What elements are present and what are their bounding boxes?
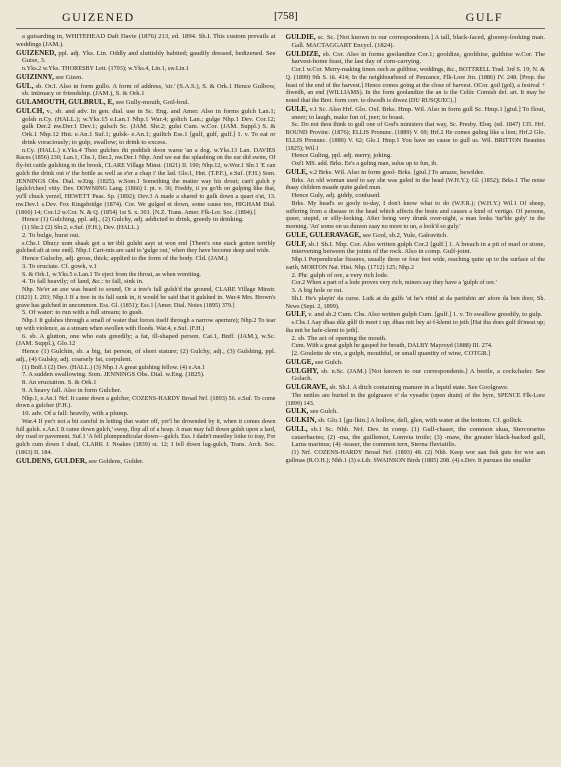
entry-headword: GULE, GULERAVAGE, [285, 230, 361, 239]
sense-paragraph: 2. To bulge, burst out. [22, 231, 80, 239]
page-number: [758] [274, 10, 298, 22]
entry-headword: GULDENS, GULDER, [16, 456, 87, 465]
dictionary-entry [16, 50, 276, 66]
entry-definition: sb.1 Sh.I. Nhp. Cor. Also written gulph Cor.2 [gulf.] 1. A breach in a pit of marl or stone, intervening between the joints of the rock. Also in comp. Gulf-joint. [291, 240, 545, 256]
entry-definition: sb. n.Sc. (JAM.) [Not known to our correspondents.] A beetle, a cockchafer. See Golach. [291, 367, 545, 383]
citation-paragraph: (1) Shr.2 (2) Shr.2, e.Suf. (F.H.), Dev. (HALL.) [22, 224, 139, 231]
sense-paragraph: 8. An eructation. S. & Ork.1 [22, 379, 97, 386]
dictionary-entry [286, 426, 546, 449]
dictionary-entry [286, 384, 546, 392]
sense-paragraph: Hence Guly, adj. giddy, confused. [291, 192, 381, 199]
entry-definition: ppl. adj. Yks. Lin. Oddly and sluttishly habited; gaudily dressed, bedizened. See Guise, 3. [22, 49, 276, 65]
citation-paragraph: Cor.2 When a part of a lode proves very rich, miners say they have a 'gulph of ore.' [291, 279, 497, 287]
dictionary-entry [16, 458, 276, 466]
entry-definition: see Goldens, Golder. [86, 457, 144, 465]
entry-definition: sc. Sc. [Not known to our correspondents.] A tall, black-faced, gloomy-looking man. Gall. MACTAGGART Encycl. (1824). [291, 34, 545, 49]
citation-paragraph: Oxf1 MS. add. Brks. Ee's a guling man, sulus up to fun, ib. [291, 160, 438, 167]
entry-definition: see Gizen. [53, 73, 83, 81]
entry-headword: GUIZINNY, [16, 72, 54, 81]
entry-definition: v., sb. and adv. In gen. dial. use in Sc. Eng. and Amer. Also in forms gulch Lan.1; golsh n.Cy. (HALL.); w.Yks.15 e.Lan.1 Nhp.1 War.4; goltch Lan.; gulge Nhp.1 Dev. Cor.12; gulk Der.2 nw.Der.1 Dev.1; gulsch Sc. (JAM. Shr.2; gulst Cum. w.Cor. (JAM. Suppl.) S. & Ork.1 Nhp.12 Hnt. e.An.1 Suf.1; gulsk- e.An.1; guiltch Ess.1 [gulf, gulf, gulf.] 1. v. To eat or drink voraciously; to gulp, swallow; to drink to excess. [22, 107, 276, 146]
dictionary-entry [16, 74, 276, 82]
dictionary-entry [286, 368, 546, 384]
citation-paragraph: (1) Bnff.1 (2) Dev. (HALL.) (3) Nhp.1 A great gulshing fellow. (4) e.An.1 [22, 363, 206, 371]
entry-headword: GULGRAVE, [285, 383, 328, 391]
entry-headword: GUIZENED, [16, 48, 57, 57]
citation-paragraph: Sc. Do not thou think to gull one of God's ministers that way, Sc. Presby. Eloq. (ed. 1847) 135. Hrf. BOUND Provinc. (1876); ELLIS Pronunc. (1889) V. 69; Hrf.2 He comes guling like a lion; Hrf.2 Glo. ELLIS Pronunc. (1889) V. 62; Glo.1 Hmp.1 You have no cause to gull us. Wil. BRITTON Beauties (1825); Wil.1 [285, 121, 545, 152]
sense-paragraph: Hence (1) Gulchin, sb. a big, fat person, of short stature; (2) Gulchy, adj., (3) Gulshing, ppl. adj., (4) Gulsky, adj. coarsely fat, corpulent. [16, 348, 276, 363]
citation-paragraph: Sh.I. He's playin' da curse. Luik at da gulfs 'at he's rötid at da partishin an' afore da ben door, Sh. News (Sept. 2, 1899). [285, 294, 545, 310]
sense-paragraph: Hence Guling, ppl. adj. merry, joking. [291, 152, 392, 160]
citation-paragraph: War.4 If yer'r not a bit careful in letting that water off, yer'l be drownded by it, when it comes down full gulsh. e.An.1 It came down gulch,' swop, flop all of a heap. A man may fall down gulsh upon a lard, dry road or pavement. Suf.1 'A fell plumpendicular down—gulch. Ess. I dadn't meetley loike to tray, For gulch cum down I shud, CLARK J. Noakes (1839) st. 12; I fell down lug-gulch, Trans. Arch. Soc. (1863) II. 184. [16, 417, 276, 456]
entry-definition: see Gool, sb.2, Yule, Galravitch. [360, 231, 448, 239]
entry-headword: GULDIZE, [285, 49, 321, 58]
citation-paragraph: s.Chs.1 Dhur,r uom shaak got a ter·ibli gulsht aayt ut won end [There's one stack gotten terribly gulched aft at one end]. Nhp.1 Cart-ruts are said to 'gulge out,' when they have become deep and wide. [16, 239, 276, 255]
sense-paragraph: 2. sb. The act of opening the mouth. [291, 334, 387, 342]
sense-paragraph: 3. A big hole or rut. [291, 287, 343, 294]
entry-headword: GULF, [285, 239, 307, 248]
citation-paragraph: Nhp.1 Perpendicular fissures, usually three or four feet wide, reaching quite up to the surface of the earth, MORTON Nat. Hist. Nhp. (1712) 125; Nhp.2 [285, 256, 545, 271]
sense-paragraph: 5. Of water: to run with a full stream; to gush. [22, 309, 144, 317]
dictionary-entry [286, 169, 546, 177]
citation-paragraph: (1) Nrf. COZENS-HARDY Broad Nrf. (1893) 48. (2) Nhb. Keep wor aan fish guts for wor aan gullmas (R.O.H.); Nhb.1 (3) e.Lth. SWAINSON Birds (1885) 208. (4) s.Dev. It pursues the smaller [285, 449, 545, 464]
entry-headword: GULCH, [16, 106, 45, 115]
entry-headword: GULF, [285, 310, 307, 319]
sense-paragraph: 10. adv. Of a fall: heavily, with a plump. [22, 410, 129, 417]
entry-definition: v. and sb.2 Cum. Chs. Also written gulph Cum. [gulf.] 1. v. To swallow greedily, to gulp. [306, 311, 543, 319]
entry-headword: GULDIE, [285, 33, 316, 41]
entry-headword: GUL, [16, 81, 34, 90]
dictionary-entry [286, 51, 546, 67]
entry-headword: GULE, [285, 167, 308, 176]
sense-paragraph: Hence (1) Gulching, ppl. adj., (2) Gulchy, adj. addicted to drink, greedy in drinking. [22, 216, 244, 224]
dictionary-entry [286, 106, 546, 122]
entry-definition: sb.1 Sc. Nhb. Nrf. Dev. In comp. (1) Gull-chaser, the common skua, Stercorarius catarrhactes; (2) -ma, the guillemot, Lomvia troile; (3) -maw, the greater black-backed gull, Larus marinus; (4) -teaser, the common tern, Sterna fluviatilis. [291, 425, 545, 449]
entry-headword: GULE, [285, 104, 308, 113]
citation-paragraph: Cor.1 w.Cor. Merry-making times such as gulthise, weddings, &c., BOTTRELL Trad. 3rd S. 19; N. & Q. (1899) 9th S. iii. 414; In the neighbourhood of Penzance, Flk-Lore Jrn. (1886) IV. 248. [Prop. the feast of the end of the harvest.] Hence comes going at the close of harvest. OCor. goil (gol), a festival + diwedh, an end (WILLIAMS). In the form goolandize the an is the Celtic Cornish def. art. It may be noted that the Bret. form corr. to diwedh is diwez (DU RUSQUEC).] [285, 66, 545, 104]
citation-paragraph: Nhp.1, e.An.1 Nrf. It came down a gulcher, COZENS-HARDY Broad Nrf. (1893) 56. e.Suf. To come down a gulcher (F.H.). [16, 394, 276, 410]
citation-paragraph: Brks. My head's so gooly to-day, I don't know what to do (W.F.R.); (W.H.Y.) Wil.1 Of sheep, suffering from a disease in the head which affects the brain and causes a kind of vertigo. Of persons, queer, stupid, or silly-looking. After being very drunk over-night, a man looks 'tur'ble guly' in the morning. 'An' some on us durzen zaay no more to un, a look'd so guly.' [285, 199, 545, 230]
citation-paragraph: s.Chs.1 Aay dhaa dûz gûlf th meet t up; dhaa mit bey ai·f-klemt to jeth [Hai tha does gulf th'meat up; tha mit be hafe-clemt to jeth]. [285, 319, 545, 334]
entry-definition: sb. Or.I. Also in form gullo. A form of address, 'sir.' (S.A.S.), S. & Ork.1 Hence Gulbow, sb. intimacy or friendship. (JAM.), S. & Ork.1 [22, 82, 276, 98]
citation-paragraph: The nettles are buried in the gulgraave o' da vyeadie (open drain) of the byre, SPENCE Flk-Lore (1899) 143. [285, 391, 545, 407]
citation-paragraph: S. & Ork.1, w.Yks.5 e.Lan.1 To eject from the throat, as when vomiting. [22, 270, 201, 278]
entry-definition: sb. Glo.1 [gu·lkin.] A hollow, dell, glen, with water at the bottom. Cf. gollick. [316, 417, 523, 424]
citation-paragraph: Nhp.1 It gulshes through a small of water that forces itself through a narrow aperture); Nhp.2 To tear up with violence, as a stream when swollen with floods. War.4, e.Suf. (F.H.) [16, 317, 276, 332]
dictionary-entry [16, 108, 276, 147]
running-header [16, 8, 545, 29]
sense-paragraph: Hence Gulschy, adj. gross, thick; applied to the form of the body. Cld. (JAM.) [22, 255, 228, 262]
right-column [286, 33, 546, 758]
sense-paragraph: 2. Phr. gulph of ore, a very rich lode. [291, 271, 389, 279]
dictionary-entry [16, 83, 276, 99]
entry-definition: sb. Cor. Also in forms goolandize Cor.1; gooldize, goolthise, gulthise w.Cor. The harvest-home feast, the last day of corn-carrying. [291, 50, 545, 66]
dictionary-entry [286, 311, 546, 319]
citation-paragraph: n.Cy. (HALL.) n.Yks.4 Thoo gulches thi poddish doon warse 'an a dog. w.Yks.13 Lan. DAVIES Races (1856) 230; Lan.1, Chs.1, Der.2, nw.Der.1 Nhp. And we eat the splashing on the ear did swim, Of fly-bit cattle gulshing in the brook, CLARE Village Minst. (1821) II. 190; Nhp.12, w.Wor.1 Shr.1 'E can gulch the drink out o' the bottle as well as e'er a chap i' the lad. Glo.1, Hnt. (T.P.F.), e.Suf. (F.H.) Som. JENNINGS Obs. Dial. w.Eng. (1825). w.Som.1 Something the matter way his drout; can't gulch y [gulch'chee] vitty. Dev. DOWNING Lang. (1866) I. pt. v. 36; Freddy, ii yu go'th on gulping like that, yu'll chuck yerzel, HEWETT Peas. Sp. (1892); Dev.3 A made a shared to gulk down a quart o'at, 13. nw.Dev.1 s.Dev. Fox Kingsbridge (1874). Cor. We gulged et down, some cause too, HIGHAM Dial. (1866) 14; Cor.12 w.Cor. N. & Q. (1854) 1st S. x. 301. [N.Z. Trans. Amer. Flk-Lor. Soc. (1894).] [16, 146, 276, 216]
entry-definition: see Gulch. [313, 358, 343, 366]
entry-headword: GULK, [285, 407, 309, 416]
citation-paragraph: Cum. With a great gulph he gasped for breath, DALBY Mayroyd (1888) III. 274. [291, 342, 493, 350]
entry-definition: see Gulch. [308, 408, 338, 416]
header-last-headword: GULF [465, 10, 503, 24]
entry-headword: GULAMOUTH, GULBRUL, E, [16, 98, 115, 106]
entry-headword: GULL, [285, 424, 308, 433]
citation-paragraph: Brks. An old woman used to say she was guled in the head (W.H.Y.); Gl. (1852); Brks.1 The noise thaay childern maade quite guled mun. [285, 176, 545, 192]
dictionary-entry [286, 408, 546, 416]
dictionary-entry [286, 241, 546, 257]
text-columns [16, 33, 545, 758]
sense-paragraph: [2. Goulette de vin, a gulph, mouthful, or small quantity of wine, COTGR.] [291, 350, 491, 357]
sense-paragraph: 4. To fall heavily; of land, &c.: to fall, sink in. [22, 278, 144, 286]
citation-paragraph: Nhp. Ne'er an axe was heard to sound, Or a tree's fall gulsh'd the ground, CLARE Village Minstr. (1821) I. 203; Nhp.1 If a tree in its fall sunk in, it would be said that it gulshed in. War.4 Mrs. Brown's grave has gulched in uncommon. Ess. Gl. (1851); Ess.1 [Amer. Dial. Notes (1895) 379.] [16, 286, 276, 309]
entry-headword: GULGE, [285, 357, 314, 366]
dictionary-entry [16, 99, 276, 107]
sense-paragraph: 7. A sudden swallowing. Som. JENNINGS Obs. Dial. w.Eng. (1825). [22, 371, 205, 379]
header-first-headword: GUIZENED [62, 10, 135, 24]
sense-paragraph: 3. To eructate. Cf. gowk, v.1 [22, 262, 97, 270]
entry-definition: sb. Sh.I. A ditch containing manure in a liquid state. See Goolgrave. [327, 384, 509, 391]
entry-headword: GULGHY, [285, 366, 319, 375]
dictionary-entry [286, 34, 546, 50]
sense-paragraph: 6. sb. A glutton, one who eats greedily; a fat, ill-shaped person. Cai.1, Bnff. (JAM.), w.Sc. (JAM. Suppl.), Glo.12 [16, 332, 276, 348]
sense-paragraph: 9. A heavy fall. Also in form Gulcher. [22, 386, 122, 394]
citation-paragraph: n.Yks.2 w.Yks. THORESBY Lett. (1703); w.Yks.4, Lin.1, sw.Lin.1 [22, 65, 190, 72]
entry-definition: see Gully-mouth, Goil-brul. [114, 99, 190, 106]
entry-definition: v.2 Brks. Wil. Also in form gool- Brks. [giul.] To amaze, bewilder. [307, 168, 485, 176]
dictionary-entry [286, 359, 546, 367]
left-column [16, 33, 276, 758]
dictionary-entry [286, 232, 546, 240]
dictionary-entry [286, 417, 546, 425]
entry-headword: GULKIN, [285, 416, 317, 424]
entry-definition: v.1 Sc. Also Hrf. Glo. Oxf. Brks. Hmp. Wil. Also in form gull Sc. Hmp.1 [giul.] To flout, sneer; to laugh, make fun of, jeer; to boast. [291, 105, 545, 121]
sense-paragraph: a guisarding in, WHITEHEAD Daft Davie (1876) 213, ed. 1894. Sh.I. This custom prevails at weddings (JAM.). [16, 33, 276, 48]
